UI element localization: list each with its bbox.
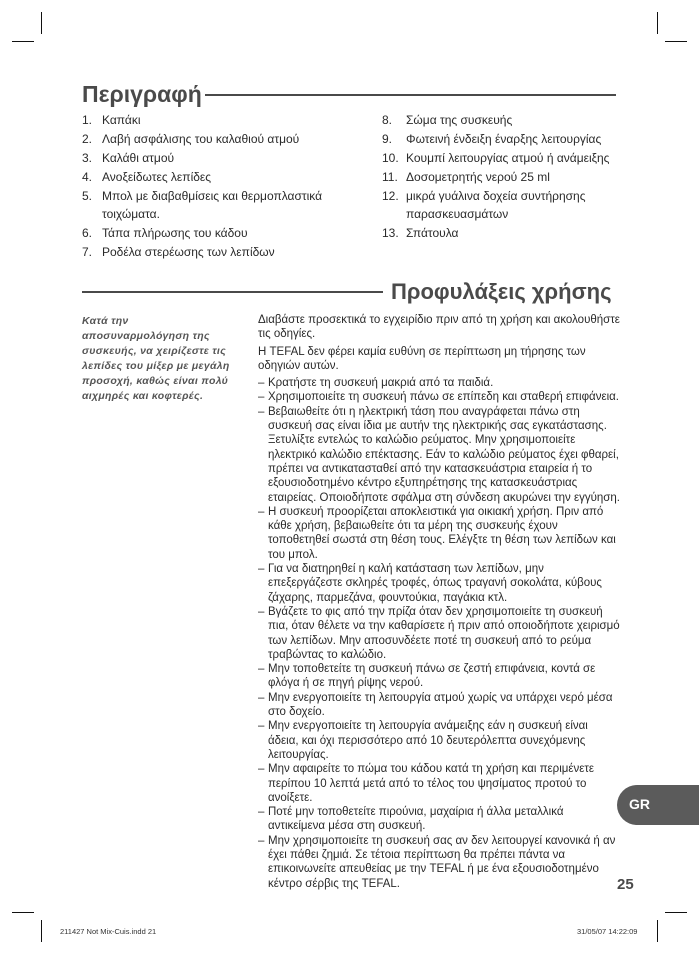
dash-bullet: – [258,377,265,390]
part-item [382,131,618,149]
crop-mark [12,41,34,42]
precaution-item [258,834,620,891]
dash-bullet: – [258,405,265,418]
part-item [382,150,618,168]
part-label: Φωτεινή ένδειξη έναρξης λειτουργίας [406,132,602,146]
part-label: Καλάθι ατμού [102,151,175,165]
intro-paragraph: Διαβάστε προσεκτικά το εγχειρίδιο πριν από τη χρήση και ακολουθήστε τις οδηγίες. [258,314,620,341]
crop-mark [12,912,34,913]
precaution-text: Μην χρησιμοποιείτε τη συσκευή σας αν δεν λειτουργεί κανονικά ή αν έχει πάθει ζημιά. Σε τέτοια περίπτωση θα πρέπει πάντα να επικοινωνείτε απευθείας με την TEFAL ή με ένα εξουσιοδοτημένο κέντρο σέρβις της TEFAL. [268,834,616,890]
part-label: Δοσομετρητής νερού 25 ml [406,170,550,184]
part-number: 7. [82,244,93,259]
crop-mark [665,41,687,42]
part-label: Μπολ με διαβαθμίσεις και θερμοπλαστικά τοιχώματα. [102,189,323,221]
precaution-item [258,691,620,720]
part-item [382,188,618,223]
part-item [82,225,342,243]
part-item [82,188,342,223]
language-code: GR [629,796,650,812]
precaution-item [258,390,620,404]
precaution-text: Κρατήστε τη συσκευή μακριά από τα παιδιά. [268,377,494,390]
part-label: Ανοξείδωτες λεπίδες [102,170,212,184]
intro-paragraph: Η TEFAL δεν φέρει καμία ευθύνη σε περίπτωση μη τήρησης των οδηγιών αυτών. [258,345,586,372]
precaution-item [258,762,620,805]
page-number: 25 [617,876,634,893]
precaution-text: Ποτέ μην τοποθετείτε πιρούνια, μαχαίρια ή άλλα μεταλλικά αντικείμενα μέσα στη συσκευή. [268,806,564,833]
crop-mark [41,920,42,942]
part-label: Καπάκι [102,113,141,127]
part-item [82,131,342,149]
part-number: 4. [82,170,93,184]
dash-bullet: – [258,563,265,576]
part-label: Σώμα της συσκευής [406,113,513,127]
precaution-text: Μην τοποθετείτε τη συσκευή πάνω σε ζεστή επιφάνεια, κοντά σε φλόγα ή σε πηγή ρίψης νερού. [268,663,596,690]
section-rule [82,291,383,293]
precaution-text: Βεβαιωθείτε ότι η ηλεκτρική τάση που αναγράφεται πάνω στη συσκευή σας είναι ίδια με αυτήν της ηλεκτρικής σας εγκατάστασης. Ξετυλίξτε εντελώς το καλώδιο ρεύματος. Μην χρησιμοποιείτε ηλεκτρικό καλώδιο επέκτασης. Εάν το καλώδιο ρεύματος έχει φθαρεί, πρέπει να αντικατασταθεί από την κατασκευάστρια εταιρεία ή το εξουσιοδοτημένο κέντρο εξυπηρέτησης της κατασκευάστριας εταιρείας. Οποιοδήποτε σφάλμα στη σύνδεση ακυρώνει την εγγύηση. [268,405,620,504]
part-number: 9. [382,132,393,146]
language-tab [617,785,699,825]
description-title: Περιγραφή [82,81,202,107]
precaution-text: Για να διατηρηθεί η καλή κατάσταση των λεπίδων, μην επεξεργάζεστε σκληρές τροφές, όπως τραγανή σοκολάτα, κύβους ζάχαρης, παρμεζάνα, φουντούκια, παγάκια κτλ. [268,563,602,604]
dash-bullet: – [258,834,265,847]
dash-bullet: – [258,763,265,776]
precautions-title: Προφυλάξεις χρήσης [391,279,612,304]
crop-mark [657,12,658,34]
crop-mark [665,912,687,913]
part-number: 2. [82,132,93,146]
date-slug: 31/05/07 14:22:09 [577,927,638,936]
file-slug: 211427 Not Mix-Cuis.indd 21 [60,927,157,936]
precaution-text: Χρησιμοποιείτε τη συσκευή πάνω σε επίπεδη και σταθερή επιφάνεια. [268,391,619,404]
precaution-text: Μην ενεργοποιείτε τη λειτουργία ατμού χωρίς να υπάρχει νερό μέσα στο δοχείο. [268,691,613,719]
part-label: Λαβή ασφάλισης του καλαθιού ατμού [102,132,300,146]
precautions-body [258,313,620,891]
blade-warning-note: Κατά την αποσυναρμολόγηση της συσκευής, να χειρίζεστε τις λεπίδες του μίξερ με μεγάλη προσοχή, καθώς είναι πολύ αιχμηρές και κοφτερές. [82,315,230,402]
precautions-list [258,376,620,891]
part-label: Τάπα πλήρωσης του κάδου [102,225,248,240]
dash-bullet: – [258,691,265,704]
part-item [82,244,342,262]
part-number: 8. [382,113,393,127]
precaution-item [258,719,620,762]
precaution-text: Η συσκευή προορίζεται αποκλειστικά για οικιακή χρήση. Πριν από κάθε χρήση, βεβαιωθείτε ότι τα μέρη της συσκευής έχουν τοποθετηθεί σωστά στη θέση τους. Ελέγξτε τη θέση των λεπίδων και του μπολ. [268,505,616,561]
part-item [82,150,342,168]
parts-list-left [82,112,342,263]
dash-bullet: – [258,663,265,676]
dash-bullet: – [258,391,265,404]
part-number: 3. [82,151,93,165]
part-item [382,169,618,187]
part-number: 1. [82,113,93,127]
part-item [82,169,342,187]
dash-bullet: – [258,505,265,518]
crop-mark [657,920,658,942]
part-label: Κουμπί λειτουργίας ατμού ή ανάμειξης [406,151,610,165]
part-number: 13. [382,225,399,240]
dash-bullet: – [258,605,265,618]
part-label: μικρά γυάλινα δοχεία συντήρησης παρασκευασμάτων [406,189,586,221]
dash-bullet: – [258,806,265,819]
part-number: 11. [382,170,398,184]
part-item [382,225,618,243]
part-item [82,112,342,130]
part-label: Ροδέλα στερέωσης των λεπίδων [102,244,275,259]
part-number: 5. [82,189,93,203]
parts-list-right [382,112,618,244]
part-number: 10. [382,151,399,165]
precaution-text: Βγάζετε το φις από την πρίζα όταν δεν χρησιμοποιείτε τη συσκευή πια, όταν θέλετε να την καθαρίσετε ή πριν από οποιοδήποτε χειρισμό των λεπίδων. Μην αποσυνδέετε ποτέ τη συσκευή από το ρεύμα τραβώντας το καλώδιο. [268,605,620,661]
part-number: 12. [382,189,399,203]
part-item [382,112,618,130]
precaution-text: Μην ενεργοποιείτε τη λειτουργία ανάμειξης εάν η συσκευή είναι άδεια, και όχι περισσότερο από 10 δευτερόλεπτα συνεχόμενης λειτουργίας. [268,720,588,761]
title-rule [205,94,616,96]
precaution-item [258,605,620,662]
part-label: Σπάτουλα [406,225,459,240]
precaution-item [258,662,620,691]
precaution-text: Μην αφαιρείτε το πώμα του κάδου κατά τη χρήση και περιμένετε περίπου 10 λεπτά μετά από το τέλος του ψησίματος προτού το ανοίξετε. [268,763,595,804]
dash-bullet: – [258,720,265,733]
precaution-item [258,805,620,834]
precaution-item [258,405,620,505]
part-number: 6. [82,225,93,240]
precaution-item [258,505,620,562]
crop-mark [41,12,42,34]
precaution-item [258,562,620,605]
precaution-item [258,376,620,390]
